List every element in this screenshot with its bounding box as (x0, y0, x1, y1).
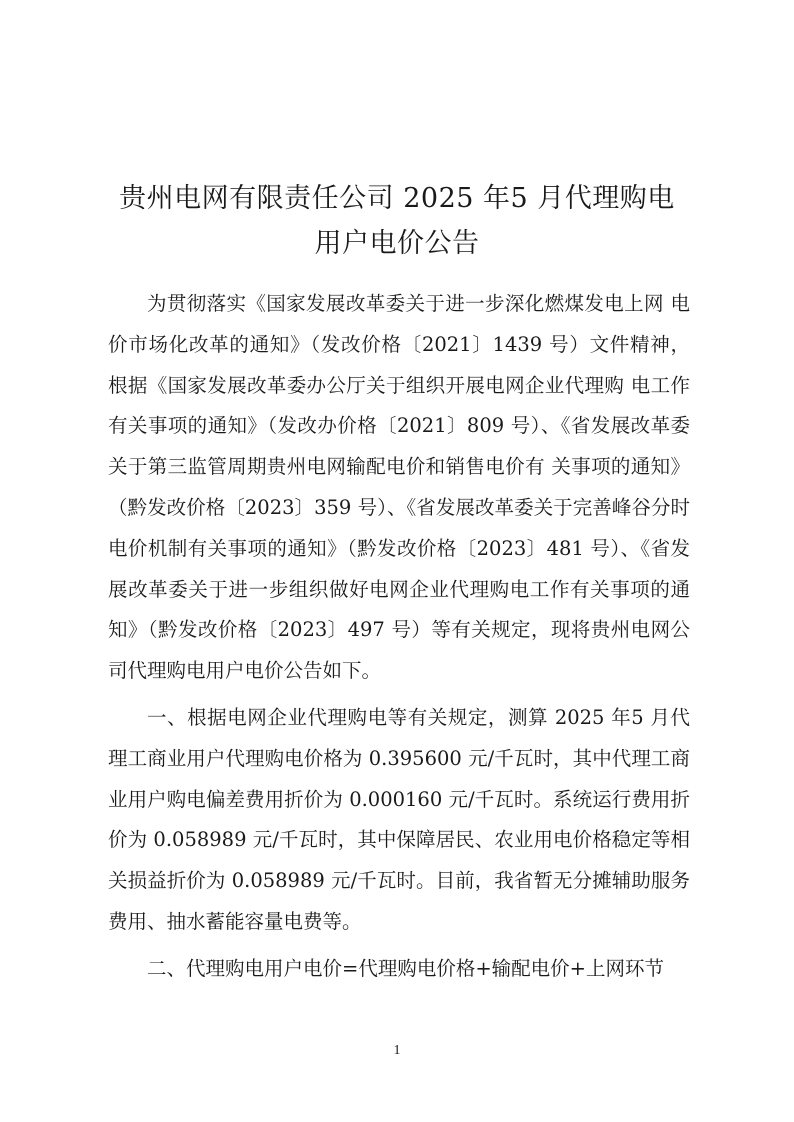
document-title (60, 176, 734, 266)
page-number: 1 (393, 1043, 401, 1058)
paragraph-intro: 为贯彻落实《国家发展改革委关于进一步深化燃煤发电上网 电价市场化改革的通知》（发改价格〔2021〕1439 号）文件精神，根据《国家发展改革委办公厅关于组织开展电网企业代理购 电工作有关事项的通知》（发改办价格〔2021〕809 号）、《省发展改革委关于第三监管周期贵州电网输配电价和销售电价有 关事项的通知》（黔发改价格〔2023〕359 号）、《省发展改革委关于完善峰谷分时电价机制有关事项的通知》（黔发改价格〔2023〕481 号）、《省发展改革委关于进一步组织做好电网企业代理购电工作有关事项的通知》（黔发改价格〔2023〕497 号）等有关规定，现将贵州电网公司代理购电用户电价公告如下。 (108, 292, 690, 683)
paragraph-section-2: 二、代理购电用户电价=代理购电价格+输配电价+上网环节 (147, 956, 665, 980)
paragraph-section-1: 一、根据电网企业代理购电等有关规定，测算 2025 年5 月代理工商业用户代理购电价格为 0.395600 元/千瓦时，其中代理工商业用户购电偏差费用折价为 0.000160 元/千瓦时。系统运行费用折价为 0.058989 元/千瓦时，其中保障居民、农业用电价格稳定等相关损益折价为 0.058989 元/千瓦时。目前，我省暂无分摊辅助服务费用、抽水蓄能容量电费等。 (108, 705, 690, 933)
document-title-line-1: 贵州电网有限责任公司 2025 年5 月代理购电 (119, 183, 675, 214)
document-body (108, 284, 690, 996)
document-title-line-2: 用户电价公告 (314, 228, 480, 259)
